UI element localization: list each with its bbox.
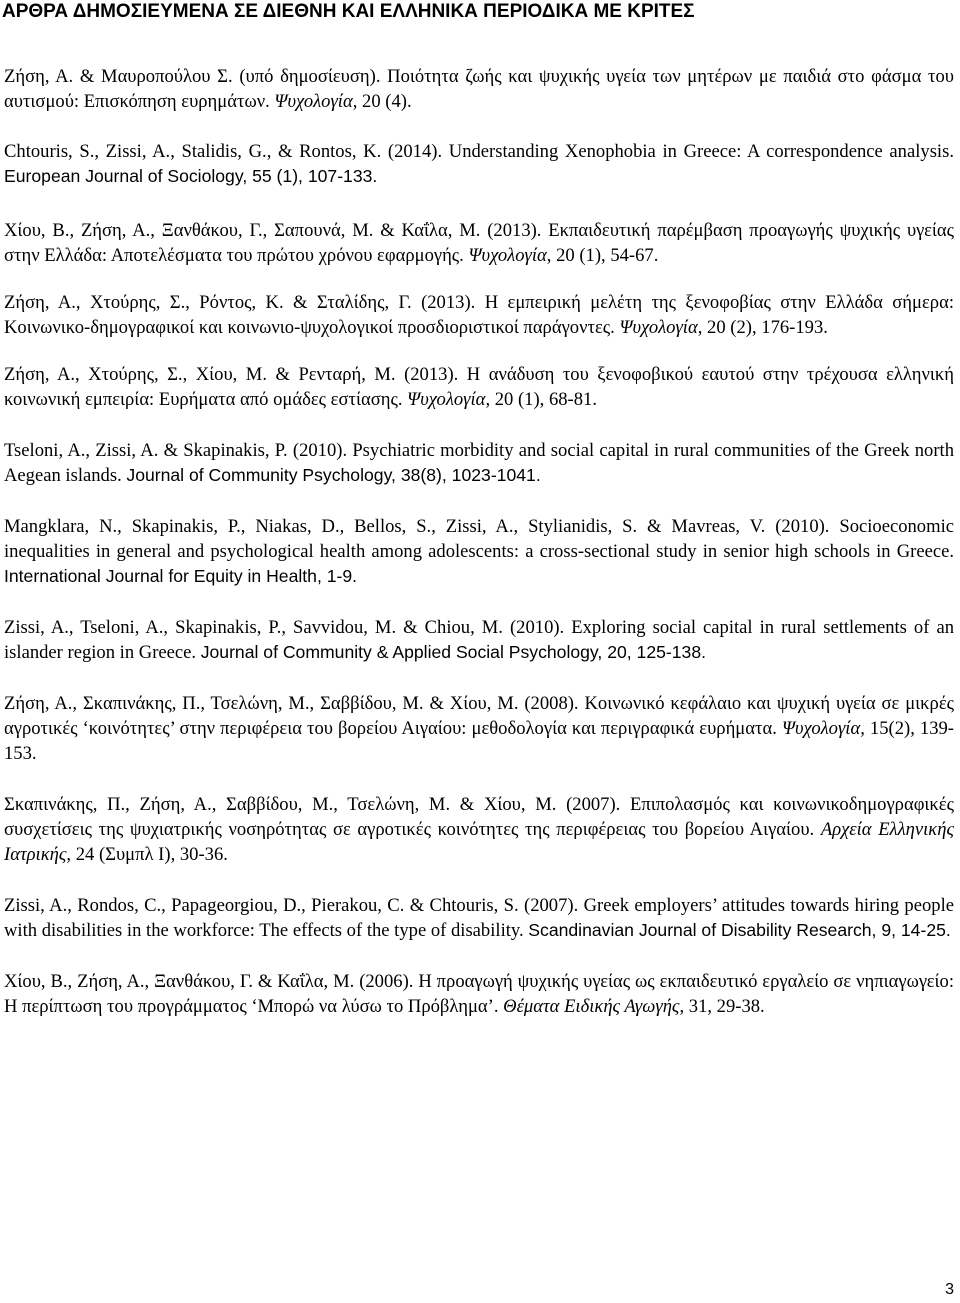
ref-journal: European Journal of Sociology, 55 (1), 107-133. (4, 166, 378, 186)
page-number: 3 (945, 1281, 954, 1298)
ref-journal: Αρχεία Ελληνικής Ιατρικής (4, 819, 954, 865)
ref-authors: Zissi, A., Rondos, C., Papageorgiou, D., Pierakou, C. & Chtouris, S. (4, 895, 524, 916)
ref-year: (2006). (359, 971, 419, 992)
ref-year: (2013). (487, 220, 549, 241)
reference-item (4, 218, 954, 268)
ref-title: Psychiatric morbidity and social capital in rural communities of the Greek north Aegean islands. (4, 440, 954, 486)
ref-details: , 20 (2), 176-193. (697, 317, 828, 338)
ref-details: , 24 (Συμπλ Ι), 30-36. (66, 844, 228, 865)
ref-authors: Χίου, Β., Ζήση, Α., Ξανθάκου, Γ., Σαπουνά, Μ. & Καΐλα, Μ. (4, 220, 488, 241)
ref-title: Η προαγωγή ψυχικής υγείας ως εκπαιδευτικό εργαλείο σε νηπιαγωγείο: Η περίπτωση του προγράμματος ‘Μπορώ να λύσω το Πρόβλημα’. (4, 971, 954, 1017)
reference-item (4, 893, 954, 943)
ref-title: Exploring social capital in rural settlements of an islander region in Greece. (4, 617, 954, 663)
ref-journal: Ψυχολογία (468, 245, 547, 266)
ref-details: 15(2), 139-153. (4, 718, 954, 764)
reference-item (4, 615, 954, 665)
ref-authors: Zissi, A., Tseloni, A., Skapinakis, P., Savvidou, M. & Chiou, M. (4, 617, 510, 638)
ref-title: Επιπολασμός και κοινωνικοδημογραφικές συσχετίσεις της ψυχιατρικής νοσηρότητας σε αγροτικές κοινότητες της περιφέρειας του βορείου Αιγαίου. (4, 794, 954, 840)
ref-title: Greek employers’ attitudes towards hiring people with disabilities in the workforce: The effects of the type of disability. (4, 895, 954, 941)
ref-journal: Journal of Community & Applied Social Psychology, 20, 125-138. (200, 642, 706, 662)
ref-title: Ποιότητα ζωής και ψυχικής υγεία των μητέρων με παιδιά στο φάσμα του αυτισμού: Επισκόπηση ευρημάτων. (4, 66, 954, 112)
ref-authors: Χίου, Β., Ζήση, Α., Ξανθάκου, Γ. & Καΐλα, Μ. (4, 971, 360, 992)
ref-details: , 31, 29-38. (679, 996, 765, 1017)
reference-item (4, 290, 954, 340)
ref-year: (2013). (421, 292, 485, 313)
reference-item (4, 362, 954, 412)
ref-authors: Ζήση, Α., Χτούρης, Σ., Χίου, Μ. & Ρενταρή, Μ. (4, 364, 405, 385)
ref-title: Socioeconomic inequalities in general and psychological health among adolescents: a cross-sectional study in senior high schools in Greece. (4, 516, 954, 562)
ref-journal: Ψυχολογία (407, 389, 486, 410)
ref-year: (2010). (292, 440, 353, 461)
reference-list (4, 64, 954, 1019)
ref-authors: Mangklara, N., Skapinakis, P., Niakas, D., Bellos, S., Zissi, A., Stylianidis, S. & Mavreas, V. (4, 516, 776, 537)
ref-journal: International Journal for Equity in Health, 1-9. (4, 566, 358, 586)
ref-title: Η εμπειρική μελέτη της ξενοφοβίας στην Ελλάδα σήμερα: Κοινωνικο-δημογραφικοί και κοινωνιο-ψυχολογικοί προσδιοριστικοί παράγοντες. (4, 292, 954, 338)
ref-journal: Scandinavian Journal of Disability Research, 9, 14-25. (528, 920, 951, 940)
ref-year: (2007). (566, 794, 630, 815)
ref-journal: Ψυχολογία (619, 317, 698, 338)
reference-item (4, 438, 954, 488)
ref-authors: Tseloni, A., Zissi, A. & Skapinakis, P. (4, 440, 293, 461)
ref-authors: Σκαπινάκης, Π., Ζήση, Α., Σαββίδου, Μ., Τσελώνη, Μ. & Χίου, Μ. (4, 794, 567, 815)
ref-details: , 20 (1), 68-81. (485, 389, 597, 410)
ref-year: (2014). (387, 141, 449, 162)
ref-authors: Ζήση, Α., Σκαπινάκης, Π., Τσελώνη, Μ., Σαββίδου, Μ. & Χίου, Μ. (4, 693, 525, 714)
ref-journal: Journal of Community Psychology, 38(8), 1023-1041. (126, 465, 541, 485)
reference-item (4, 139, 954, 189)
ref-details: , 20 (1), 54-67. (546, 245, 659, 266)
ref-journal: Θέματα Ειδικής Αγωγής (503, 996, 680, 1017)
ref-title: Εκπαιδευτική παρέμβαση προαγωγής ψυχικής υγείας στην Ελλάδα: Αποτελέσματα του πρώτου χρόνου εφαρμογής. (4, 220, 954, 266)
reference-item (4, 792, 954, 867)
ref-year: (υπό δημοσίευση). (239, 66, 388, 87)
ref-authors: Ζήση, Α., Χτούρης, Σ., Ρόντος, Κ. & Σταλίδης, Γ. (4, 292, 422, 313)
ref-title: Κοινωνικό κεφάλαιο και ψυχική υγεία σε μικρές αγροτικές ‘κοινότητες’ στην περιφέρεια του βορείου Αιγαίου: μεθοδολογία και περιγραφικά ευρήματα. (4, 693, 954, 739)
ref-year: (2010). (509, 617, 572, 638)
ref-year: (2010). (775, 516, 840, 537)
reference-item (4, 691, 954, 766)
ref-title: Understanding Xenophobia in Greece: A correspondence analysis. (448, 141, 954, 162)
ref-title: Η ανάδυση του ξενοφοβικού εαυτού στην τρέχουσα ελληνική κοινωνική εμπειρία: Ευρήματα από ομάδες εστίασης. (4, 364, 955, 410)
ref-year: (2008). (524, 693, 585, 714)
ref-details: , 20 (4). (352, 91, 412, 112)
reference-item (4, 64, 954, 114)
reference-item (4, 514, 954, 589)
ref-year: (2013). (404, 364, 467, 385)
ref-journal: Ψυχολογία (274, 91, 353, 112)
ref-year: (2007). (524, 895, 584, 916)
ref-authors: Ζήση, Α. & Μαυροπούλου Σ. (4, 66, 240, 87)
ref-journal: Ψυχολογία, (781, 718, 865, 739)
ref-authors: Chtouris, S., Zissi, A., Stalidis, G., & Rontos, K. (4, 141, 388, 162)
reference-item (4, 969, 954, 1019)
page-heading: ΑΡΘΡΑ ΔΗΜΟΣΙΕΥΜΕΝΑ ΣΕ ΔΙΕΘΝΗ ΚΑΙ ΕΛΛΗΝΙΚΑ ΠΕΡΙΟΔΙΚΑ ΜΕ ΚΡΙΤΕΣ (2, 1, 695, 22)
